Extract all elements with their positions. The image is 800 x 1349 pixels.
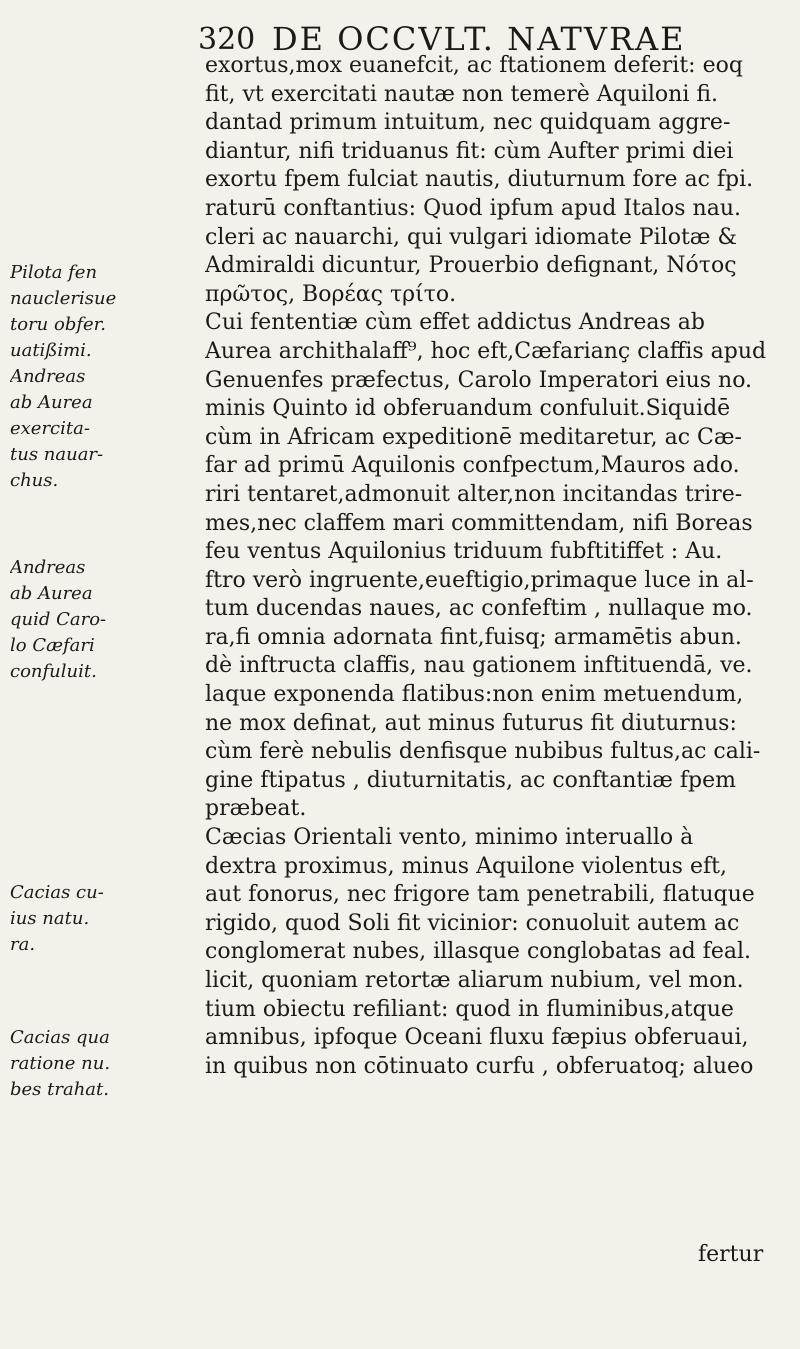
margin-note-line: uatißimi. [10, 340, 92, 361]
text-line: licit, quoniam retortæ aliarum nubium, vel mon. [205, 968, 744, 993]
margin-note-line: Pilota fen [10, 262, 98, 283]
text-line: conglomerat nubes, illasque conglobatas ad feal. [205, 939, 751, 965]
text-line: ra,fi omnia adornata fint,fuisq; armamētis abun. [205, 624, 742, 650]
text-line: Cui fententiæ cùm effet addictus Andreas ab [205, 310, 705, 336]
text-line: Aurea archithalaff⁹, hoc eft,Cæfarianç claffis apud [205, 338, 767, 364]
text-line: Cæcias Orientali vento, minimo interuallo à [205, 825, 694, 851]
margin-note-line: quid Caro- [10, 609, 107, 630]
text-line: exortu fpem fulciat nautis, diuturnum fore ac fpi. [205, 167, 754, 193]
margin-note-line: ratione nu. [10, 1053, 111, 1074]
text-line: fit, vt exercitati nautæ non temerè Aquiloni fi. [205, 81, 719, 107]
margin-note-line: ra. [10, 934, 36, 955]
text-line: gine ftipatus , diuturnitatis, ac conftantiæ fpem [205, 767, 737, 793]
text-line: ne mox definat, aut minus futurus fit diuturnus: [205, 710, 737, 736]
margin-note-line: ius natu. [10, 908, 90, 929]
margin-note-line: chus. [10, 470, 59, 491]
margin-note-line: exercita- [10, 418, 90, 439]
margin-note-line: Andreas [10, 557, 86, 578]
running-title: DE OCCVLT. NATVRAE [272, 20, 686, 58]
margin-note-line: bes trahat. [10, 1079, 109, 1100]
text-line: dextra proximus, minus Aquilone violentus eft, [205, 853, 727, 879]
text-line: tium obiectu refiliant: quod in fluminibus,atque [205, 996, 734, 1022]
text-line: exortus,mox euanefcit, ac ftationem deferit: eoq [205, 53, 743, 78]
margin-note-line: confuluit. [10, 661, 97, 682]
text-line: minis Quinto id obferuandum confuluit.Siquidē [205, 396, 731, 422]
text-line: cùm ferè nebulis denfisque nubibus fultus,ac cali- [205, 739, 761, 765]
text-line: amnibus, ipfoque Oceani fluxu fæpius obferuaui, [205, 1025, 749, 1051]
text-line: laque exponenda flatibus:non enim metuendum, [205, 682, 744, 708]
text-line: aut fonorus, nec frigore tam penetrabili, flatuque [205, 882, 755, 908]
margin-note-line: Andreas [10, 366, 86, 387]
text-line: tum ducendas naues, ac confeftim , nullaque mo. [205, 596, 753, 622]
text-line: in quibus non cōtinuato curfu , obferuatoq; alueo [205, 1053, 754, 1079]
text-line: raturū conftantius: Quod ipfum apud Italos nau. [205, 195, 741, 221]
margin-note-cacias-natura [10, 880, 200, 958]
text-line: cleri ac nauarchi, qui vulgari idiomate Pilotæ & [205, 224, 738, 250]
text-line: ftro verò ingruente,eueftigio,primaque luce in al- [205, 567, 754, 593]
main-text [205, 52, 795, 1081]
text-line: cùm in Africam expeditionē meditaretur, ac Cæ- [205, 424, 742, 450]
catchword: fertur [698, 1242, 764, 1267]
margin-note-line: Cacias cu- [10, 882, 104, 903]
margin-note-line: ab Aurea [10, 583, 93, 604]
margin-note-line: Cacias qua [10, 1027, 110, 1048]
text-line: far ad primū Aquilonis confpectum,Mauros ado. [205, 453, 740, 479]
margin-note-line: nauclerisue [10, 288, 117, 309]
text-line: diantur, nifi triduanus fit: cùm Aufter primi diei [205, 138, 734, 164]
text-line: rigido, quod Soli fit vicinior: conuoluit autem ac [205, 910, 740, 936]
text-line: Genuenfes præfectus, Carolo Imperatori eius no. [205, 367, 753, 393]
text-line: feu ventus Aquilonius triduum fubftitiffet : Au. [205, 539, 723, 565]
margin-note-andreas [10, 555, 200, 685]
text-line: dantad primum intuitum, nec quidquam aggre- [205, 110, 731, 136]
text-line: præbeat. [205, 796, 307, 822]
margin-note-line: lo Cæfari [10, 635, 95, 656]
text-line: mes,nec claffem mari committendam, nifi Boreas [205, 510, 753, 536]
margin-note-line: ab Aurea [10, 392, 93, 413]
text-line: riri tentaret,admonuit alter,non incitandas trire- [205, 481, 743, 507]
text-line: dè inftructa claffis, nau gationem inftituendā, ve. [205, 653, 753, 679]
margin-note-cacias-nubes [10, 1025, 200, 1103]
text-line: πρῶτος, Βορέας τρίτο. [205, 281, 457, 307]
margin-note-line: tus nauar- [10, 444, 104, 465]
page-number: 320 [198, 22, 256, 57]
margin-note-line: toru obfer. [10, 314, 107, 335]
text-line: Admiraldi dicuntur, Prouerbio defignant, Nότος [205, 253, 737, 279]
margin-note-pilota [10, 260, 200, 494]
